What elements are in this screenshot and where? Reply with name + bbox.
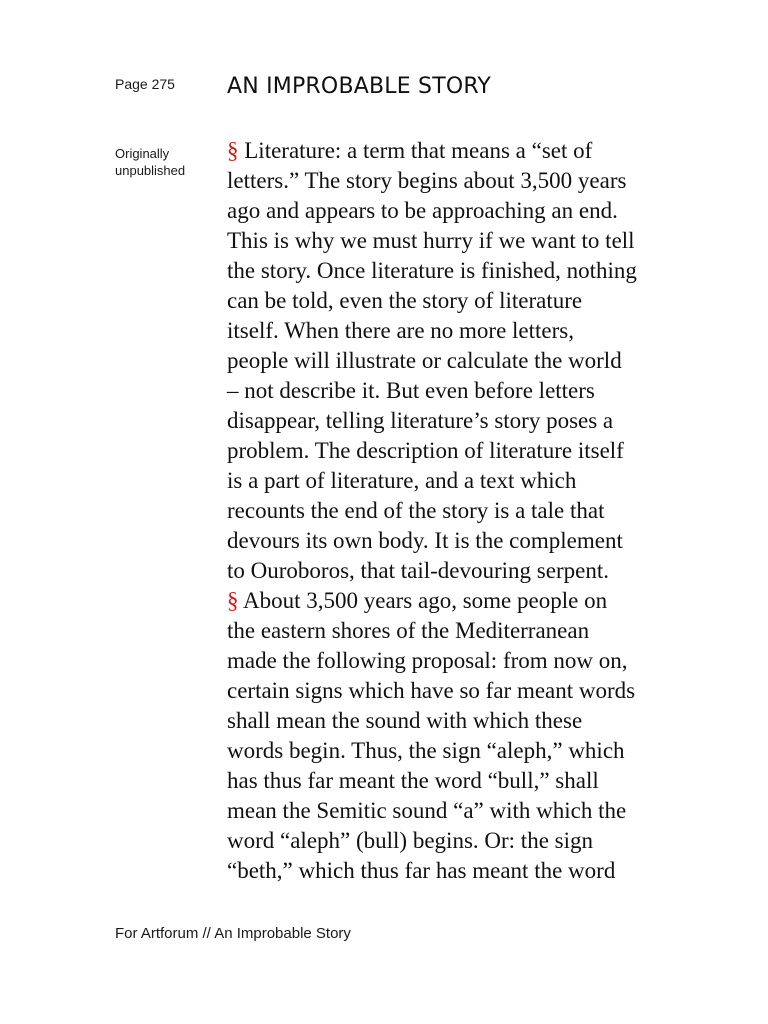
text-line: ago and appears to be approaching an end. (227, 198, 618, 223)
text-line: word “aleph” (bull) begins. Or: the sign (227, 828, 593, 853)
text-line: devours its own body. It is the complement (227, 528, 623, 553)
text-line: the story. Once literature is finished, nothing (227, 258, 637, 283)
text-line: itself. When there are no more letters, (227, 318, 574, 343)
margin-note-line: Originally (115, 146, 170, 161)
text-line: words begin. Thus, the sign “aleph,” which (227, 738, 625, 763)
section-mark: § (227, 138, 239, 163)
text-line: This is why we must hurry if we want to tell (227, 228, 635, 253)
text-line: recounts the end of the story is a tale that (227, 498, 605, 523)
text-line: certain signs which have so far meant words (227, 678, 636, 703)
text-line: can be told, even the story of literature (227, 288, 583, 313)
text-line: is a part of literature, and a text which (227, 468, 577, 493)
text-line: “beth,” which thus far has meant the word (227, 858, 616, 883)
page-title: AN IMPROBABLE STORY (227, 74, 492, 99)
text-line: the eastern shores of the Mediterranean (227, 618, 590, 643)
page-number: Page 275 (115, 76, 175, 92)
text-line: letters.” The story begins about 3,500 years (227, 168, 627, 193)
text-line: people will illustrate or calculate the world (227, 348, 622, 373)
text-line: has thus far meant the word “bull,” shall (227, 768, 599, 793)
text-line: made the following proposal: from now on, (227, 648, 628, 673)
text-line: mean the Semitic sound “a” with which the (227, 798, 627, 823)
text-line: § About 3,500 years ago, some people on (227, 588, 608, 613)
margin-note-line: unpublished (115, 163, 186, 178)
text-line: disappear, telling literature’s story poses a (227, 408, 614, 433)
text-line: to Ouroboros, that tail-devouring serpent. (227, 558, 609, 583)
text-line: shall mean the sound with which these (227, 708, 583, 733)
body-text (227, 136, 677, 886)
section-mark: § (227, 588, 239, 613)
text-line: problem. The description of literature itself (227, 438, 624, 463)
text-line: § Literature: a term that means a “set of (227, 138, 593, 163)
text-line: – not describe it. But even before letters (227, 378, 595, 403)
margin-note (115, 145, 185, 179)
page-footer: For Artforum // An Improbable Story (115, 925, 351, 942)
